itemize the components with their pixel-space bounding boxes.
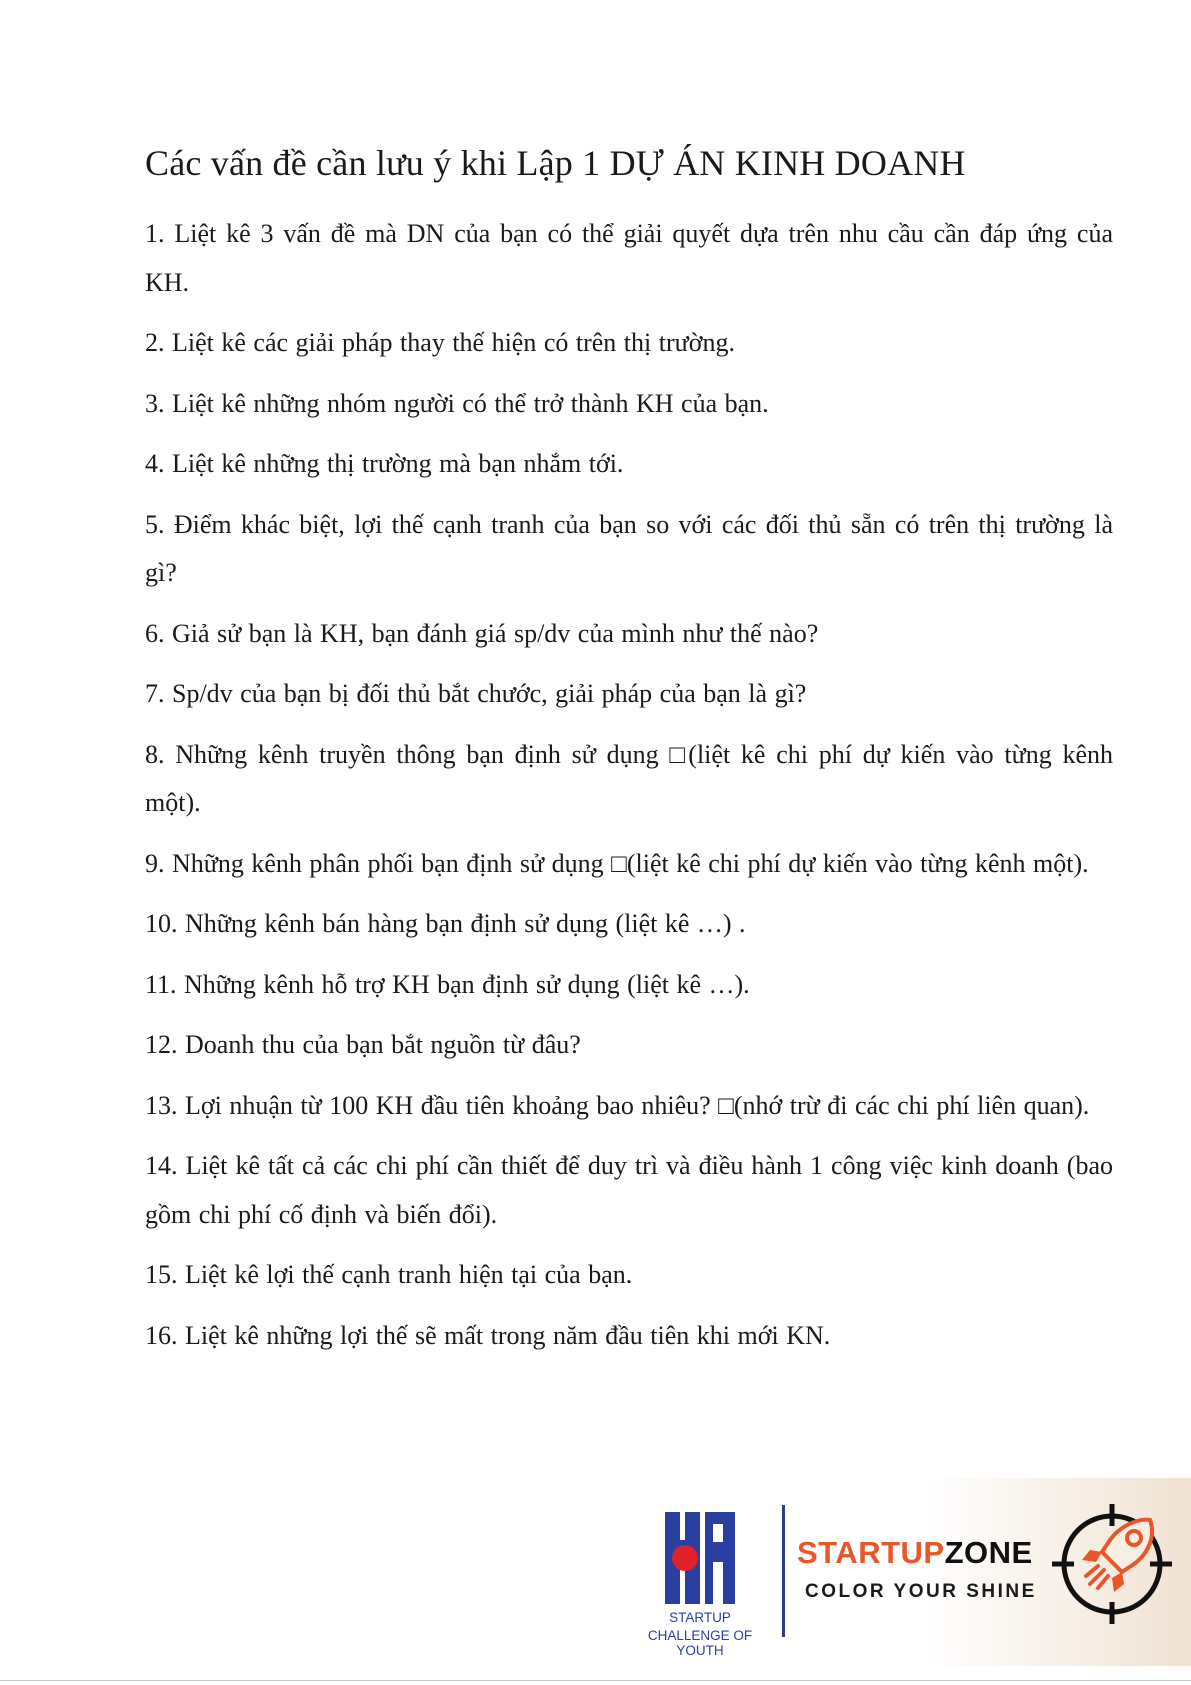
list-item: 8. Những kênh truyền thông bạn định sử dụng □(liệt kê chi phí dự kiến vào từng kênh một). — [145, 739, 1113, 817]
list-item: 4. Liệt kê những thị trường mà bạn nhắm tới. — [145, 449, 624, 478]
startupzone-part2: ZONE — [944, 1535, 1033, 1570]
hr-logo-line1: STARTUP — [669, 1610, 731, 1625]
document-title: Các vấn đề cần lưu ý khi Lập 1 DỰ ÁN KINH DOANH — [145, 143, 966, 183]
hr-logo-mark — [661, 1510, 739, 1606]
startupzone-part1: STARTUP — [797, 1535, 945, 1570]
list-item: 2. Liệt kê các giải pháp thay thế hiện có trên thị trường. — [145, 328, 735, 357]
list-item: 5. Điểm khác biệt, lợi thế cạnh tranh của bạn so với các đối thủ sẵn có trên thị trường là gì? — [145, 509, 1113, 587]
list-item: 11. Những kênh hỗ trợ KH bạn định sử dụng (liệt kê …). — [145, 969, 750, 999]
list-item: 12. Doanh thu của bạn bắt nguồn từ đâu? — [145, 1030, 581, 1059]
hr-logo-line2: CHALLENGE OF YOUTH — [647, 1628, 753, 1658]
rocket-target-icon — [1050, 1500, 1178, 1628]
list-item: 13. Lợi nhuận từ 100 KH đầu tiên khoảng bao nhiêu? □(nhớ trừ đi các chi phí liên quan). — [145, 1090, 1090, 1120]
list-item: 9. Những kênh phân phối bạn định sử dụng □(liệt kê chi phí dự kiến vào từng kênh một). — [145, 848, 1089, 878]
page-bottom-edge — [0, 1680, 1191, 1681]
hr-logo — [625, 1510, 775, 1658]
list-item: 14. Liệt kê tất cả các chi phí cần thiết để duy trì và điều hành 1 công việc kinh doanh (bao gồm chi phí cố định và biến đổi). — [145, 1151, 1113, 1229]
logo-divider — [782, 1505, 785, 1637]
list-item: 1. Liệt kê 3 vấn đề mà DN của bạn có thể giải quyết dựa trên nhu cầu cần đáp ứng của KH. — [145, 219, 1113, 297]
startupzone-wordmark — [797, 1535, 1033, 1571]
list-item: 7. Sp/dv của bạn bị đối thủ bắt chước, giải pháp của bạn là gì? — [145, 679, 807, 708]
list-item: 3. Liệt kê những nhóm người có thể trở thành KH của bạn. — [145, 388, 769, 418]
list-item: 10. Những kênh bán hàng bạn định sử dụng (liệt kê …) . — [145, 909, 746, 938]
question-list — [145, 210, 1113, 1372]
list-item: 6. Giả sử bạn là KH, bạn đánh giá sp/dv của mình như thế nào? — [145, 618, 819, 648]
list-item: 15. Liệt kê lợi thế cạnh tranh hiện tại của bạn. — [145, 1260, 633, 1289]
list-item: 16. Liệt kê những lợi thế sẽ mất trong năm đầu tiên khi mới KN. — [145, 1320, 831, 1350]
startupzone-tagline: COLOR YOUR SHINE — [805, 1581, 1037, 1602]
